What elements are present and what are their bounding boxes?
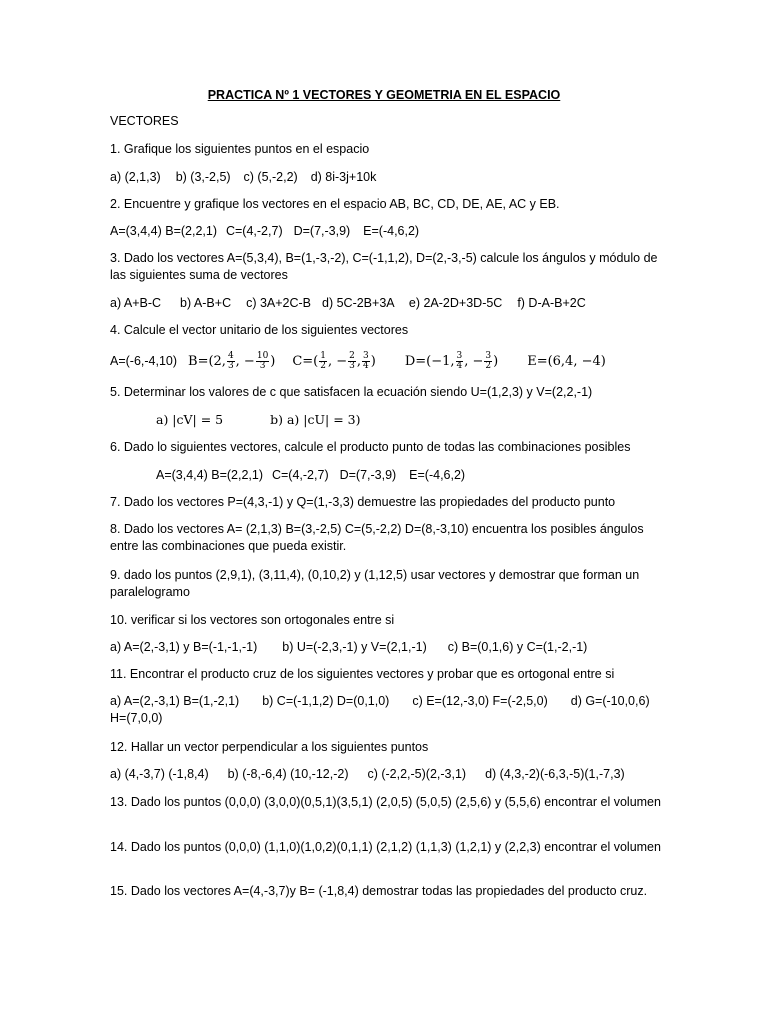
q3-option-d: d) 5C-2B+3A [322, 296, 394, 310]
q4-vector-d: D=(−1, $\frac{3}{4}$ , − $\frac{3}{2}$ ) [404, 351, 499, 372]
q1-option-c: c) (5,-2,2) [243, 170, 298, 184]
q12-option-b: b) (-8,-6,4) (10,-12,-2) [227, 767, 349, 781]
q3-option-c: c) 3A+2C-B [246, 296, 312, 310]
q11-option-a: a) A=(2,-3,1) B=(1,-2,1) [110, 694, 240, 708]
question-2: 2. Encuentre y grafique los vectores en el espacio AB, BC, CD, DE, AE, AC y EB. [110, 197, 560, 211]
question-4: 4. Calcule el vector unitario de los siguientes vectores [110, 323, 409, 337]
q1-option-d: d) 8i-3j+10k [310, 170, 377, 184]
q10-option-a: a) A=(2,-3,1) y B=(-1,-1,-1) [110, 640, 258, 654]
question-6: 6. Dado lo siguientes vectores, calcule el producto punto de todas las combinaciones posibles [110, 440, 631, 454]
q5-option-b: b) a) |cU| = 3) [270, 412, 361, 427]
q6-value-c: C=(4,-2,7) [271, 468, 329, 482]
q4-vector-c: C=( $\frac{1}{2}$ , − $\frac{2}{3}$ , $\frac{3}{4}$ ) [292, 351, 376, 372]
q11-option-d: d) G=(-10,0,6) [570, 694, 650, 708]
q2-value-e: E=(-4,6,2) [363, 224, 420, 238]
question-13: 13. Dado los puntos (0,0,0) (3,0,0)(0,5,1)(3,5,1) (2,0,5) (5,0,5) (2,5,6) y (5,5,6) encontrar el volumen [110, 795, 661, 809]
q4-vector-e: E=(6,4, −4) [527, 354, 606, 369]
question-15: 15. Dado los vectores A=(4,-3,7)y B= (-1,8,4) demostrar todas las propiedades del producto cruz. [110, 884, 648, 898]
question-12: 12. Hallar un vector perpendicular a los siguientes puntos [110, 740, 429, 754]
question-12-options [110, 766, 670, 783]
document-title: PRACTICA Nº 1 VECTORES Y GEOMETRIA EN EL ESPACIO [207, 88, 561, 102]
q6-value-a: A=(3,4,4) [156, 468, 208, 482]
q12-option-a: a) (4,-3,7) (-1,8,4) [110, 767, 209, 781]
section-heading: VECTORES [110, 114, 179, 128]
q12-option-c: c) (-2,2,-5)(2,-3,1) [367, 767, 467, 781]
q10-option-c: c) B=(0,1,6) y C=(1,-2,-1) [447, 640, 588, 654]
q1-option-a: a) (2,1,3) [110, 170, 161, 184]
question-9: 9. dado los puntos (2,9,1), (3,11,4), (0,10,2) y (1,12,5) usar vectores y demostrar que forman un paralelogramo [110, 568, 640, 599]
q1-option-b: b) (3,-2,5) [175, 170, 231, 184]
q3-option-a: a) A+B-C [110, 296, 162, 310]
q3-option-e: e) 2A-2D+3D-5C [408, 296, 503, 310]
q12-option-d: d) (4,3,-2)(-6,3,-5)(1,-7,3) [485, 767, 625, 781]
question-10-options [110, 639, 670, 656]
q5-option-a: a) |cV| = 5 [156, 412, 224, 427]
q3-option-b: b) A-B+C [180, 296, 232, 310]
question-11: 11. Encontrar el producto cruz de los siguientes vectores y probar que es ortogonal entre si [110, 667, 615, 681]
question-2-values [110, 223, 670, 240]
q11-option-b: b) C=(-1,1,2) D=(0,1,0) [262, 694, 390, 708]
question-5-options [156, 411, 716, 429]
question-4-vectors [110, 350, 670, 373]
question-11-options-cont: H=(7,0,0) [110, 711, 163, 725]
q2-value-b: B=(2,2,1) [165, 224, 218, 238]
q4-vector-b: B=(2, $\frac{4}{3}$ , − $\frac{10}{3}$ ) [188, 351, 276, 372]
question-7: 7. Dado los vectores P=(4,3,-1) y Q=(1,-3,3) demuestre las propiedades del producto punto [110, 495, 616, 509]
q4-vector-a: A=(-6,-4,10) [110, 354, 178, 368]
question-5: 5. Determinar los valores de c que satisfacen la ecuación siendo U=(1,2,3) y V=(2,2,-1) [110, 385, 593, 399]
q11-option-c: c) E=(12,-3,0) F=(-2,5,0) [412, 694, 548, 708]
question-6-values [156, 467, 716, 484]
q2-value-c: C=(4,-2,7) [225, 224, 283, 238]
q2-value-d: D=(7,-3,9) [293, 224, 351, 238]
question-3: 3. Dado los vectores A=(5,3,4), B=(1,-3,-2), C=(-1,1,2), D=(2,-3,-5) calcule los ángulos y módulo de las siguientes suma de vectores [110, 251, 658, 282]
question-8: 8. Dado los vectores A= (2,1,3) B=(3,-2,5) C=(5,-2,2) D=(8,-3,10) encuentra los posibles ángulos entre las combinaciones que pueda existir. [110, 522, 644, 553]
question-3-options [110, 295, 670, 312]
question-11-options [110, 693, 670, 710]
question-10: 10. verificar si los vectores son ortogonales entre si [110, 613, 395, 627]
question-14: 14. Dado los puntos (0,0,0) (1,1,0)(1,0,2)(0,1,1) (2,1,2) (1,1,3) (1,2,1) y (2,2,3) encontrar el volumen [110, 840, 661, 854]
q10-option-b: b) U=(-2,3,-1) y V=(2,1,-1) [282, 640, 427, 654]
q6-value-b: B=(2,2,1) [211, 468, 264, 482]
question-1: 1. Grafique los siguientes puntos en el espacio [110, 142, 370, 156]
question-1-options [110, 169, 670, 186]
q6-value-d: D=(7,-3,9) [339, 468, 397, 482]
q6-value-e: E=(-4,6,2) [409, 468, 466, 482]
q2-value-a: A=(3,4,4) [110, 224, 162, 238]
q3-option-f: f) D-A-B+2C [517, 296, 586, 310]
